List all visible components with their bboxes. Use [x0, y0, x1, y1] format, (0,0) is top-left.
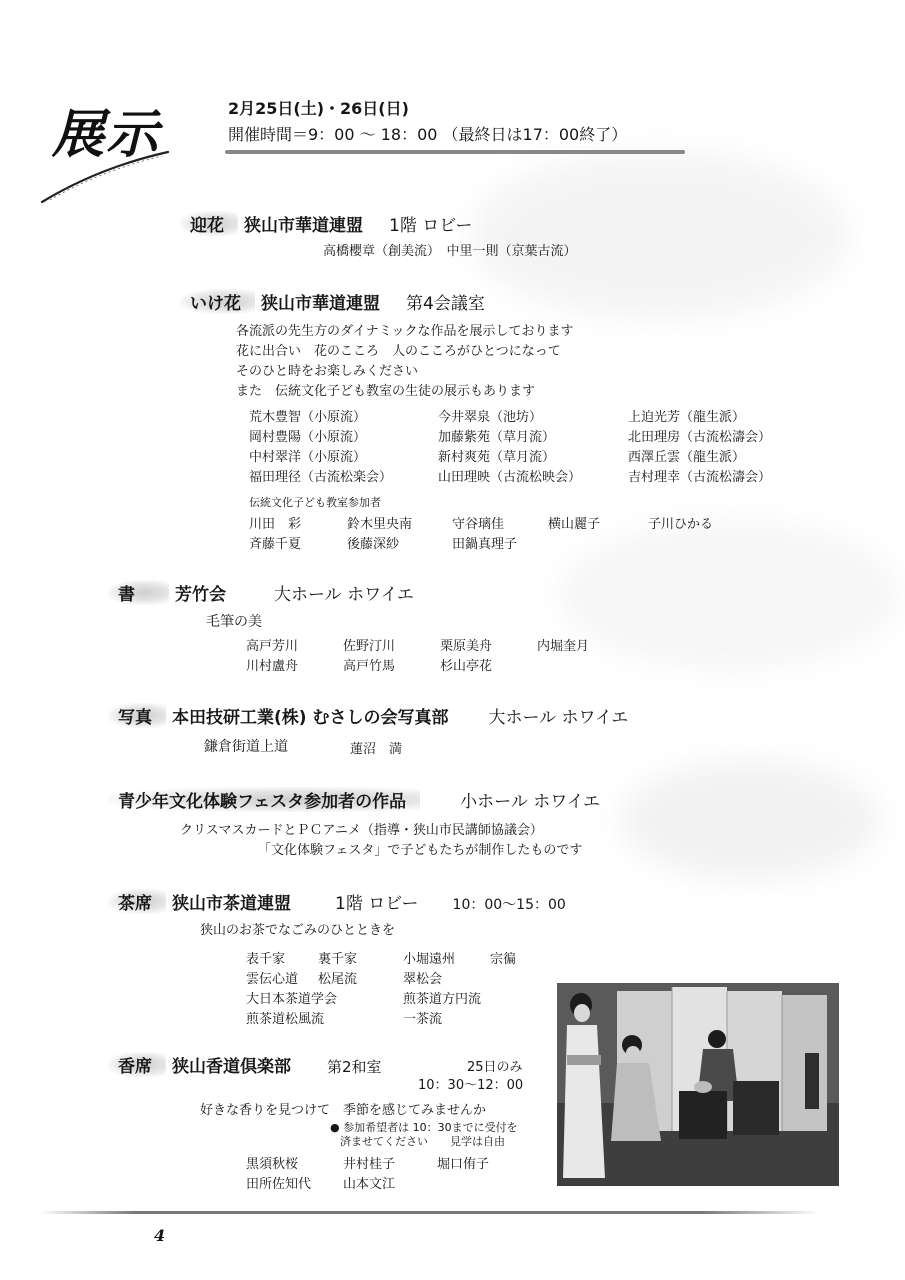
tea-school: 宗徧 [490, 952, 517, 967]
kouseki-member: 井村桂子 [343, 1157, 396, 1172]
section-sho-place: 大ホール ホワイエ [274, 585, 414, 605]
ikebana-text-line: 花に出合い 花のこころ 人のこころがひとつになって [236, 344, 561, 359]
section-festa-place: 小ホール ホワイエ [460, 792, 601, 812]
ikebana-text-line: そのひと時をお楽しみください [236, 364, 419, 379]
section-geika-place: 1階 ロビー [389, 216, 473, 236]
kids-member: 川田 彩 [249, 517, 302, 532]
tea-school: 煎茶道松風流 [246, 1012, 325, 1027]
festa-text-line: クリスマスカードとＰＣアニメ（指導・狭山市民講師協議会） [180, 823, 543, 838]
section-geika-people: 高橋櫻章（創美流） 中里一則（京葉古流） [323, 244, 577, 259]
kouseki-member: 堀口侑子 [437, 1157, 490, 1172]
kids-member: 子川ひかる [648, 517, 714, 532]
section-chaseki-org: 狭山市茶道連盟 [172, 894, 291, 914]
section-chaseki-heading [108, 889, 566, 914]
section-sho-org: 芳竹会 [175, 585, 226, 605]
kouseki-time: 10：30〜12：00 [418, 1078, 524, 1093]
section-kouseki-heading [108, 1052, 382, 1077]
tea-school: 一茶流 [403, 1012, 443, 1027]
section-chaseki-place: 1階 ロビー [335, 894, 419, 914]
ikebana-member: 福田理径（古流松楽会） [249, 470, 393, 485]
sho-theme: 毛筆の美 [206, 614, 262, 630]
ikebana-text-line: 各流派の先生方のダイナミックな作品を展示しております [236, 324, 574, 339]
ikebana-member: 岡村豊陽（小原流） [249, 430, 367, 445]
section-sho-heading [108, 580, 414, 605]
ikebana-text-line: また 伝統文化子ども教室の生徒の展示もあります [236, 384, 536, 399]
section-geika-heading [180, 211, 473, 236]
ikebana-member: 新村爽苑（草月流） [438, 450, 556, 465]
ikebana-member: 今井翠泉（池坊） [438, 410, 543, 425]
section-ikebana-heading [180, 289, 485, 314]
background-smudge [470, 150, 850, 320]
ikebana-member: 加藤紫苑（草月流） [438, 430, 556, 445]
tea-school: 裏千家 [318, 952, 358, 967]
ikebana-member: 山田理映（古流松映会） [438, 470, 582, 485]
section-ikebana-name: いけ花 [180, 289, 255, 314]
sho-member: 栗原美舟 [440, 639, 493, 654]
tea-school: 翠松会 [403, 972, 443, 987]
page-title: 展示 [52, 104, 161, 165]
event-date: 2月25日(土)・26日(日) [228, 99, 409, 118]
section-kouseki-org: 狭山香道倶楽部 [172, 1057, 291, 1077]
kouseki-day: 25日のみ [467, 1060, 523, 1075]
title-swash-decoration [40, 130, 170, 210]
section-geika-org: 狭山市華道連盟 [244, 216, 363, 236]
section-shashin-org: 本田技研工業(株) むさしの会写真部 [172, 708, 449, 728]
kids-member: 斉藤千夏 [249, 537, 302, 552]
kouseki-intro: 好きな香りを見つけて 季節を感じてみませんか [200, 1103, 487, 1118]
ikebana-member: 荒木豊智（小原流） [249, 410, 367, 425]
kouseki-member: 田所佐知代 [246, 1177, 312, 1192]
sho-member: 高戸竹馬 [343, 659, 396, 674]
ikebana-member: 上迫光芳（龍生派） [628, 410, 746, 425]
section-festa-name: 青少年文化体験フェスタ参加者の作品 [108, 787, 420, 812]
background-smudge [560, 520, 900, 670]
header-rule [225, 150, 685, 154]
ikebana-member: 西澤丘雲（龍生派） [628, 450, 746, 465]
kids-member: 鈴木里央南 [347, 517, 413, 532]
background-smudge [620, 760, 880, 880]
tea-school: 雲伝心道 [246, 972, 299, 987]
kids-class-label: 伝統文化子ども教室参加者 [249, 496, 381, 509]
kids-member: 後藤深紗 [347, 537, 400, 552]
kouseki-member: 黒須秋桜 [246, 1157, 299, 1172]
festa-text-line: 「文化体験フェスタ」で子どもたちが制作したものです [258, 843, 583, 858]
sho-member: 川村盧舟 [246, 659, 299, 674]
section-kouseki-place: 第2和室 [327, 1058, 382, 1076]
sho-member: 杉山亭花 [440, 659, 493, 674]
chaseki-intro: 狭山のお茶でなごみのひとときを [200, 923, 396, 938]
event-hours: 開催時間＝9：00 〜 18：00 （最終日は17：00終了） [228, 125, 628, 144]
sho-member: 高戸芳川 [246, 639, 299, 654]
ikebana-member: 吉村理幸（古流松濤会） [628, 470, 772, 485]
section-sho-name: 書 [108, 580, 169, 605]
kids-member: 田鍋真理子 [452, 537, 518, 552]
tea-school: 大日本茶道学会 [246, 992, 338, 1007]
section-shashin-name: 写真 [108, 703, 166, 728]
kouseki-note: 済ませてください 見学は自由 [340, 1135, 505, 1148]
footer-rule [40, 1211, 820, 1214]
section-festa-heading [108, 787, 600, 812]
page-number: 4 [154, 1226, 166, 1245]
section-kouseki-name: 香席 [108, 1052, 166, 1077]
tea-school: 表千家 [246, 952, 286, 967]
ikebana-member: 中村翠洋（小原流） [249, 450, 367, 465]
section-ikebana-org: 狭山市華道連盟 [261, 294, 380, 314]
section-geika-name: 迎花 [180, 211, 238, 236]
section-chaseki-name: 茶席 [108, 889, 166, 914]
tea-school: 煎茶道方円流 [403, 992, 482, 1007]
kids-member: 守谷璃佳 [452, 517, 505, 532]
tea-ceremony-photo [557, 983, 839, 1186]
shashin-work-title: 鎌倉街道上道 [204, 739, 288, 755]
shashin-author: 蓮沼 満 [350, 742, 403, 757]
ikebana-member: 北田理房（古流松濤会） [628, 430, 772, 445]
kouseki-member: 山本文江 [343, 1177, 396, 1192]
kids-member: 横山麗子 [548, 517, 601, 532]
tea-school: 松尾流 [318, 972, 358, 987]
section-shashin-place: 大ホール ホワイエ [488, 708, 629, 728]
sho-member: 内堀奎月 [537, 639, 590, 654]
section-shashin-heading [108, 703, 628, 728]
sho-member: 佐野汀川 [343, 639, 396, 654]
tea-school: 小堀遠州 [403, 952, 456, 967]
kouseki-note: ● 参加希望者は 10：30までに受付を [330, 1121, 518, 1134]
section-chaseki-time: 10：00〜15：00 [452, 897, 566, 913]
section-ikebana-place: 第4会議室 [406, 294, 485, 314]
